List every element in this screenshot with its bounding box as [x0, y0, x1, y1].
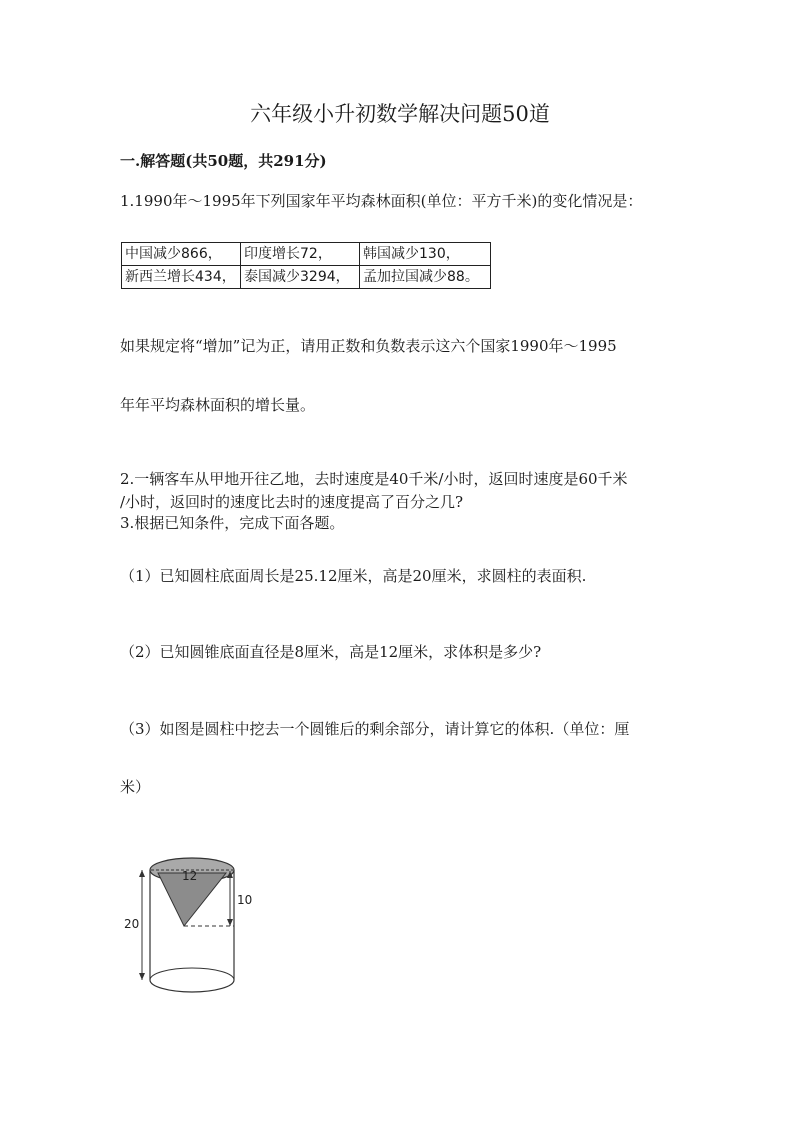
cone-height-label: 10	[237, 893, 253, 907]
question-3-part-2: （2）已知圆锥底面直径是8厘米，高是12厘米，求体积是多少?	[120, 643, 542, 661]
table-cell: 印度增长72，	[241, 243, 360, 266]
arrow-head-icon	[227, 919, 233, 926]
cylinder-bottom-front	[150, 980, 234, 992]
question-3-part-1: （1）已知圆柱底面周长是25.12厘米，高是20厘米，求圆柱的表面积.	[120, 567, 587, 585]
cylinder-cone-figure	[120, 848, 270, 998]
cylinder-height-label: 20	[124, 917, 140, 931]
question-2-line2: /小时，返回时的速度比去时的速度提高了百分之几?	[120, 493, 464, 511]
arrow-head-icon	[139, 870, 145, 877]
table-row	[122, 266, 491, 289]
question-1-instruction-line1: 如果规定将“增加”记为正，请用正数和负数表示这六个国家1990年～1995	[120, 337, 617, 355]
table-cell: 韩国减少130，	[360, 243, 491, 266]
diameter-label: 12	[182, 869, 198, 883]
question-1-instruction-line2: 年年平均森林面积的增长量。	[120, 396, 316, 414]
question-2-line1: 2.一辆客车从甲地开往乙地，去时速度是40千米/小时，返回时速度是60千米	[120, 470, 628, 488]
question-1-prompt: 1.1990年～1995年下列国家年平均森林面积(单位：平方千米)的变化情况是：	[120, 192, 643, 210]
page-title: 六年级小升初数学解决问题50道	[250, 102, 550, 126]
question-3-part-3-line2: 米）	[120, 778, 151, 796]
question-3-part-3-line1: （3）如图是圆柱中挖去一个圆锥后的剩余部分，请计算它的体积.（单位：厘	[120, 720, 630, 738]
table-row	[122, 243, 491, 266]
section-heading: 一.解答题(共50题，共291分)	[120, 152, 327, 170]
arrow-head-icon	[139, 973, 145, 980]
table-cell: 中国减少866，	[122, 243, 241, 266]
table-cell: 泰国减少3294，	[241, 266, 360, 289]
cylinder-bottom-back	[150, 968, 234, 980]
forest-change-table	[121, 242, 491, 289]
table-cell: 孟加拉国减少88。	[360, 266, 491, 289]
question-3-intro: 3.根据已知条件，完成下面各题。	[120, 514, 345, 532]
table-cell: 新西兰增长434，	[122, 266, 241, 289]
